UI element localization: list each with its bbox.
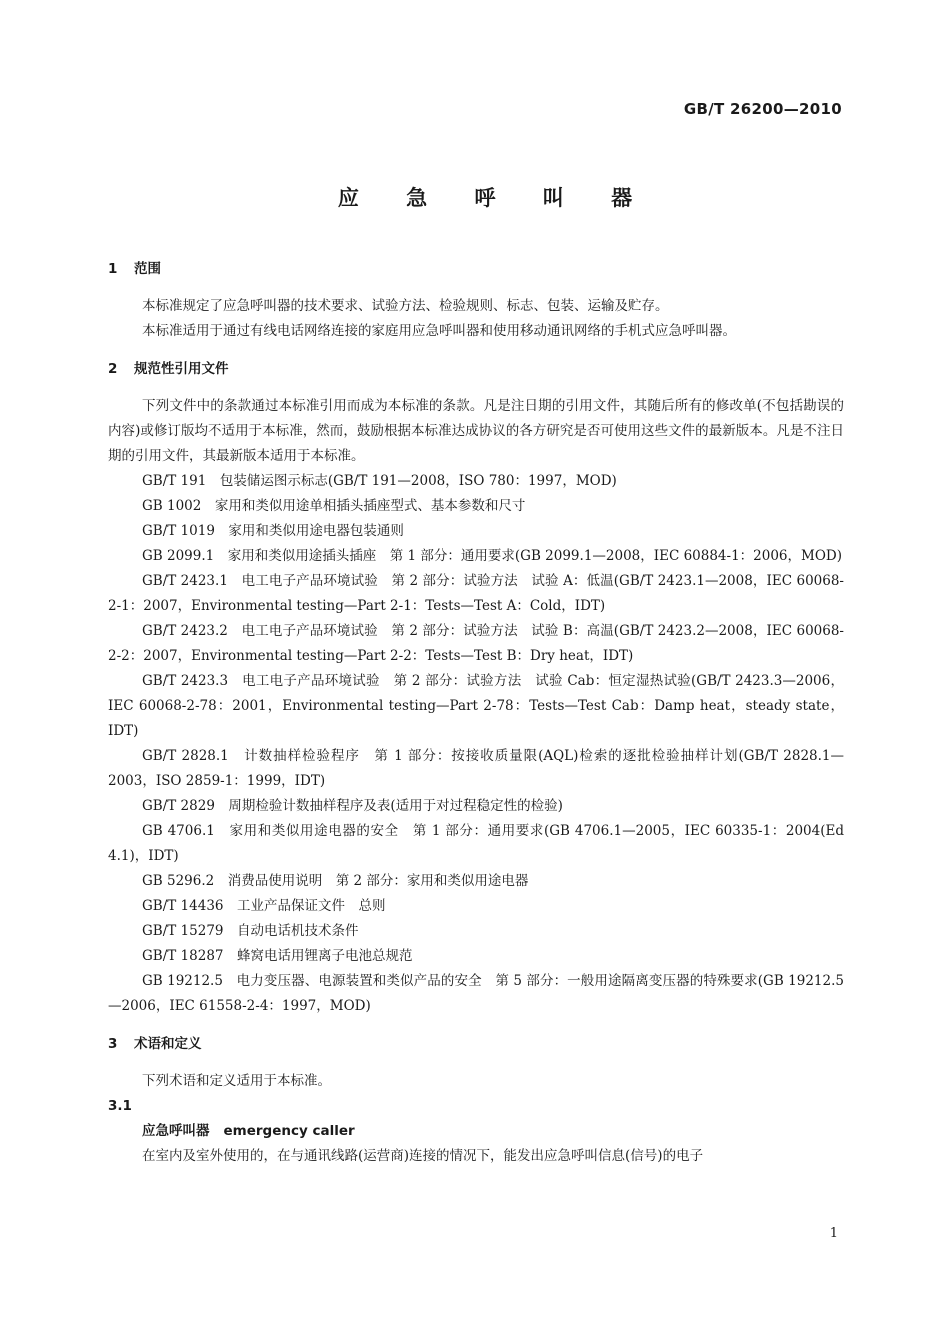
section-heading (108, 358, 844, 380)
term-chinese: 应急呼叫器 (142, 1123, 210, 1139)
reference-item: GB/T 14436 工业产品保证文件 总则 (142, 898, 386, 914)
term-entry (108, 1119, 844, 1144)
section-heading (108, 1033, 844, 1055)
term-definition: 在室内及室外使用的，在与通讯线路(运营商)连接的情况下，能发出应急呼叫信息(信号)的电子 (142, 1148, 704, 1164)
paragraph: 下列文件中的条款通过本标准引用而成为本标准的条款。凡是注日期的引用文件，其随后所有的修改单(不包括勘误的内容)或修订版均不适用于本标准，然而，鼓励根据本标准达成协议的各方研究是否可使用这些文件的最新版本。凡是不注日期的引用文件，其最新版本适用于本标准。 (108, 398, 844, 464)
reference-item: GB 2099.1 家用和类似用途插头插座 第 1 部分：通用要求(GB 2099.1—2008，IEC 60884-1：2006，MOD) (142, 548, 843, 564)
reference-item: GB 19212.5 电力变压器、电源装置和类似产品的安全 第 5 部分：一般用途隔离变压器的特殊要求(GB 19212.5—2006，IEC 61558-2-4：1997，MOD) (108, 973, 844, 1014)
paragraph: 本标准适用于通过有线电话网络连接的家庭用应急呼叫器和使用移动通讯网络的手机式应急呼叫器。 (142, 323, 736, 339)
section-number: 1 (108, 261, 118, 277)
reference-item: GB/T 1019 家用和类似用途电器包装通则 (142, 523, 404, 539)
reference-item: GB/T 2423.2 电工电子产品环境试验 第 2 部分：试验方法 试验 B：高温(GB/T 2423.2—2008，IEC 60068-2-2：2007，Environmental testing—Part 2-2：Tests—Test B：Dry heat，IDT) (108, 623, 844, 664)
term-english: emergency caller (223, 1123, 355, 1139)
page-number: 1 (829, 1226, 838, 1241)
paragraph: 下列术语和定义适用于本标准。 (142, 1073, 331, 1089)
section-scope (108, 258, 844, 344)
reference-item: GB/T 2829 周期检验计数抽样程序及表(适用于对过程稳定性的检验) (142, 798, 563, 814)
paragraph: 本标准规定了应急呼叫器的技术要求、试验方法、检验规则、标志、包装、运输及贮存。 (142, 298, 669, 314)
section-title: 规范性引用文件 (134, 361, 229, 377)
section-heading (108, 258, 844, 280)
standard-code: GB/T 26200—2010 (683, 100, 842, 118)
section-number: 3 (108, 1036, 118, 1052)
section-title: 范围 (134, 261, 161, 277)
section-normative-references (108, 358, 844, 1019)
reference-item: GB 5296.2 消费品使用说明 第 2 部分：家用和类似用途电器 (142, 873, 529, 889)
document-body (108, 258, 844, 1177)
reference-item: GB/T 2423.3 电工电子产品环境试验 第 2 部分：试验方法 试验 Cab：恒定湿热试验(GB/T 2423.3—2006，IEC 60068-2-78：2001，Environmental testing—Part 2-78：Tests—Test Cab：Damp heat，steady state，IDT) (108, 673, 844, 739)
term-number: 3.1 (108, 1098, 132, 1114)
reference-item: GB 4706.1 家用和类似用途电器的安全 第 1 部分：通用要求(GB 4706.1—2005，IEC 60335-1：2004(Ed 4.1)，IDT) (108, 823, 844, 864)
section-terms-definitions (108, 1033, 844, 1169)
reference-item: GB 1002 家用和类似用途单相插头插座型式、基本参数和尺寸 (142, 498, 526, 514)
document-title: 应 急 呼 叫 器 (337, 186, 653, 210)
section-title: 术语和定义 (134, 1036, 202, 1052)
reference-item: GB/T 2423.1 电工电子产品环境试验 第 2 部分：试验方法 试验 A：低温(GB/T 2423.1—2008，IEC 60068-2-1：2007，Environmental testing—Part 2-1：Tests—Test A：Cold，IDT) (108, 573, 844, 614)
reference-item: GB/T 2828.1 计数抽样检验程序 第 1 部分：按接收质量限(AQL)检索的逐批检验抽样计划(GB/T 2828.1—2003，ISO 2859-1：1999，IDT) (108, 748, 844, 789)
reference-item: GB/T 15279 自动电话机技术条件 (142, 923, 359, 939)
section-number: 2 (108, 361, 118, 377)
reference-item: GB/T 18287 蜂窝电话用锂离子电池总规范 (142, 948, 413, 964)
reference-item: GB/T 191 包装储运图示标志(GB/T 191—2008，ISO 780：1997，MOD) (142, 473, 617, 489)
